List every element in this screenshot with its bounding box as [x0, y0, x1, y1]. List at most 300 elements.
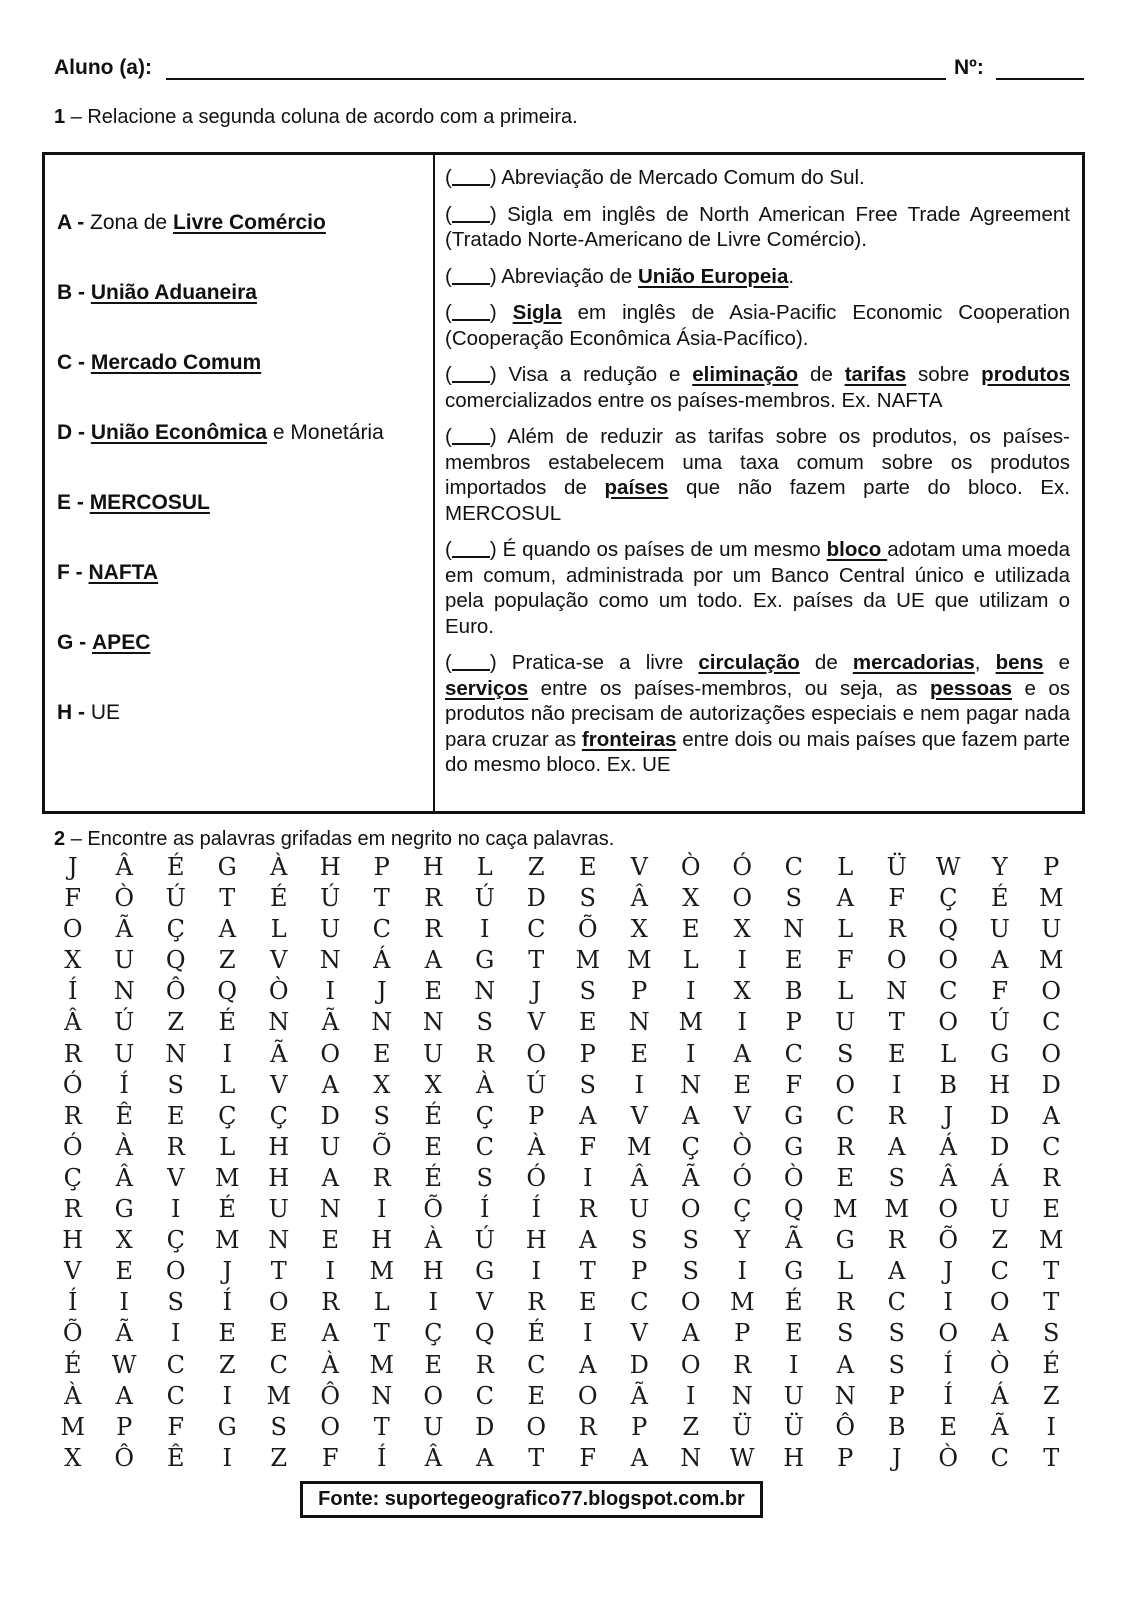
grid-letter[interactable]: M [626, 1132, 652, 1161]
grid-letter[interactable]: Y [991, 853, 1008, 881]
grid-letter[interactable]: D [990, 1101, 1010, 1130]
grid-letter[interactable]: P [888, 1381, 905, 1410]
grid-letter[interactable]: I [634, 1070, 644, 1099]
grid-letter[interactable]: G [475, 946, 495, 975]
grid-letter[interactable]: A [888, 1257, 906, 1286]
grid-letter[interactable]: Ú [526, 1070, 547, 1099]
grid-letter[interactable]: Í [943, 1350, 953, 1379]
grid-letter[interactable]: O [938, 1008, 959, 1037]
grid-letter[interactable]: P [631, 1412, 648, 1441]
grid-letter[interactable]: O [938, 1195, 959, 1224]
answer-blank[interactable] [452, 427, 490, 445]
grid-letter[interactable]: G [114, 1195, 134, 1224]
grid-letter[interactable]: N [371, 1008, 393, 1037]
grid-letter[interactable]: Ê [166, 1443, 185, 1472]
grid-letter[interactable]: I [222, 1381, 232, 1410]
grid-letter[interactable]: H [268, 1132, 290, 1161]
grid-letter[interactable]: T [1043, 1288, 1060, 1317]
grid-letter[interactable]: G [835, 1226, 855, 1255]
grid-letter[interactable]: I [428, 1288, 438, 1317]
grid-letter[interactable]: À [424, 1226, 442, 1255]
grid-letter[interactable]: E [372, 1039, 391, 1068]
grid-letter[interactable]: I [377, 1195, 387, 1224]
grid-letter[interactable]: O [938, 946, 959, 975]
grid-letter[interactable]: U [835, 1008, 856, 1037]
grid-letter[interactable]: É [424, 1163, 443, 1192]
grid-letter[interactable]: Ã [115, 915, 133, 944]
grid-letter[interactable]: Q [474, 1319, 495, 1348]
grid-letter[interactable]: E [1042, 1195, 1061, 1224]
grid-letter[interactable]: À [476, 1070, 494, 1099]
grid-letter[interactable]: R [887, 915, 906, 944]
grid-letter[interactable]: C [475, 1132, 494, 1161]
grid-letter[interactable]: É [1042, 1350, 1061, 1379]
answer-blank[interactable] [452, 540, 490, 558]
grid-letter[interactable]: Q [783, 1195, 804, 1224]
grid-letter[interactable]: D [320, 1101, 340, 1130]
grid-letter[interactable]: I [222, 1443, 232, 1472]
grid-letter[interactable]: M [369, 1350, 395, 1379]
grid-letter[interactable]: Ô [320, 1381, 341, 1410]
grid-letter[interactable]: I [789, 1350, 799, 1379]
grid-letter[interactable]: V [630, 1101, 648, 1130]
answer-blank[interactable] [452, 168, 490, 186]
grid-letter[interactable]: N [113, 977, 135, 1006]
grid-letter[interactable]: Ç [166, 1226, 185, 1255]
grid-letter[interactable]: L [837, 853, 854, 881]
grid-letter[interactable]: W [111, 1350, 137, 1379]
grid-letter[interactable]: Ç [733, 1195, 752, 1224]
grid-letter[interactable]: J [376, 977, 387, 1006]
grid-letter[interactable]: E [269, 1319, 288, 1348]
grid-letter[interactable]: H [319, 853, 341, 881]
grid-letter[interactable]: A [321, 1070, 339, 1099]
grid-letter[interactable]: T [373, 1319, 390, 1348]
grid-letter[interactable]: Ò [989, 1350, 1010, 1379]
grid-letter[interactable]: F [321, 1443, 339, 1472]
grid-letter[interactable]: O [423, 1381, 444, 1410]
grid-letter[interactable]: Ã [991, 1412, 1009, 1441]
grid-letter[interactable]: Â [115, 1163, 133, 1192]
grid-letter[interactable]: G [475, 1257, 495, 1286]
grid-letter[interactable]: R [63, 1195, 82, 1224]
grid-letter[interactable]: J [891, 1443, 902, 1472]
grid-letter[interactable]: M [1038, 884, 1064, 913]
grid-letter[interactable]: E [424, 1132, 443, 1161]
grid-letter[interactable]: L [940, 1039, 957, 1068]
grid-letter[interactable]: X [115, 1226, 133, 1255]
grid-letter[interactable]: A [115, 1381, 133, 1410]
grid-letter[interactable]: À [115, 1132, 133, 1161]
grid-letter[interactable]: É [424, 1101, 443, 1130]
grid-letter[interactable]: E [578, 1288, 597, 1317]
grid-letter[interactable]: D [990, 1132, 1010, 1161]
grid-letter[interactable]: U [989, 915, 1010, 944]
grid-letter[interactable]: O [938, 1319, 959, 1348]
grid-letter[interactable]: À [321, 1350, 339, 1379]
grid-letter[interactable]: R [424, 915, 443, 944]
grid-letter[interactable]: Í [531, 1195, 541, 1224]
grid-letter[interactable]: M [575, 946, 601, 975]
grid-letter[interactable]: O [680, 1195, 701, 1224]
grid-letter[interactable]: C [836, 1101, 855, 1130]
grid-letter[interactable]: Ã [115, 1319, 133, 1348]
grid-letter[interactable]: F [167, 1412, 185, 1441]
grid-letter[interactable]: A [321, 1163, 339, 1192]
grid-letter[interactable]: N [834, 1381, 856, 1410]
grid-letter[interactable]: E [578, 1008, 597, 1037]
grid-letter[interactable]: E [321, 1226, 340, 1255]
grid-letter[interactable]: É [990, 884, 1009, 913]
grid-letter[interactable]: S [270, 1412, 287, 1441]
grid-letter[interactable]: W [935, 853, 961, 881]
grid-letter[interactable]: S [837, 1319, 854, 1348]
grid-letter[interactable]: R [63, 1101, 82, 1130]
grid-letter[interactable]: Z [527, 853, 545, 881]
grid-letter[interactable]: Ü [783, 1412, 804, 1441]
grid-letter[interactable]: C [269, 1350, 288, 1379]
grid-letter[interactable]: Q [217, 977, 238, 1006]
grid-letter[interactable]: V [167, 1163, 185, 1192]
grid-letter[interactable]: C [372, 915, 391, 944]
grid-letter[interactable]: R [578, 1412, 597, 1441]
grid-letter[interactable]: A [733, 1039, 751, 1068]
grid-letter[interactable]: Ç [269, 1101, 288, 1130]
answer-blank[interactable] [452, 205, 490, 223]
grid-letter[interactable]: W [729, 1443, 755, 1472]
grid-letter[interactable]: S [682, 1257, 699, 1286]
grid-letter[interactable]: Ò [938, 1443, 959, 1472]
grid-letter[interactable]: T [579, 1257, 596, 1286]
grid-letter[interactable]: U [1041, 915, 1062, 944]
grid-letter[interactable]: Ô [114, 1443, 135, 1472]
grid-letter[interactable]: X [64, 1443, 82, 1472]
grid-letter[interactable]: D [475, 1412, 495, 1441]
grid-letter[interactable]: R [424, 884, 443, 913]
grid-letter[interactable]: J [67, 853, 78, 881]
grid-letter[interactable]: S [785, 884, 802, 913]
grid-letter[interactable]: O [320, 1039, 341, 1068]
grid-letter[interactable]: À [527, 1132, 545, 1161]
grid-letter[interactable]: P [631, 1257, 648, 1286]
grid-letter[interactable]: L [219, 1132, 236, 1161]
answer-blank[interactable] [452, 653, 490, 671]
grid-letter[interactable]: U [114, 946, 135, 975]
grid-letter[interactable]: É [218, 1195, 237, 1224]
grid-letter[interactable]: I [583, 1163, 593, 1192]
grid-letter[interactable]: N [319, 946, 341, 975]
grid-letter[interactable]: I [325, 1257, 335, 1286]
grid-letter[interactable]: P [373, 853, 390, 881]
grid-letter[interactable]: E [424, 1350, 443, 1379]
grid-letter[interactable]: É [784, 1288, 803, 1317]
grid-letter[interactable]: I [119, 1288, 129, 1317]
grid-letter[interactable]: C [887, 1288, 906, 1317]
grid-letter[interactable]: Ú [474, 1226, 495, 1255]
grid-letter[interactable]: À [270, 853, 288, 881]
grid-letter[interactable]: N [680, 1070, 702, 1099]
grid-letter[interactable]: Ã [321, 1008, 339, 1037]
grid-letter[interactable]: Ç [63, 1163, 82, 1192]
grid-letter[interactable]: H [989, 1070, 1011, 1099]
grid-letter[interactable]: E [784, 1319, 803, 1348]
grid-letter[interactable]: B [784, 977, 803, 1006]
grid-letter[interactable]: S [167, 1288, 184, 1317]
grid-letter[interactable]: Ò [783, 1163, 804, 1192]
grid-letter[interactable]: M [369, 1257, 395, 1286]
grid-letter[interactable]: A [579, 1101, 597, 1130]
grid-letter[interactable]: Q [938, 915, 959, 944]
grid-letter[interactable]: N [422, 1008, 444, 1037]
grid-letter[interactable]: R [372, 1163, 391, 1192]
grid-letter[interactable]: Â [939, 1163, 957, 1192]
grid-letter[interactable]: Ó [62, 1070, 83, 1099]
grid-letter[interactable]: T [373, 884, 390, 913]
grid-letter[interactable]: X [373, 1070, 391, 1099]
grid-letter[interactable]: O [886, 946, 907, 975]
grid-letter[interactable]: S [837, 1039, 854, 1068]
grid-letter[interactable]: V [630, 1319, 648, 1348]
grid-letter[interactable]: A [579, 1350, 597, 1379]
grid-letter[interactable]: Á [939, 1132, 957, 1161]
grid-letter[interactable]: Â [64, 1008, 82, 1037]
grid-letter[interactable]: Ú [989, 1008, 1010, 1037]
grid-letter[interactable]: Ç [939, 884, 958, 913]
grid-letter[interactable]: Z [682, 1412, 700, 1441]
grid-letter[interactable]: N [474, 977, 496, 1006]
grid-letter[interactable]: A [1042, 1101, 1060, 1130]
grid-letter[interactable]: L [476, 853, 493, 881]
grid-letter[interactable]: D [1041, 1070, 1061, 1099]
grid-letter[interactable]: I [1046, 1412, 1056, 1441]
grid-letter[interactable]: C [990, 1443, 1009, 1472]
grid-letter[interactable]: V [733, 1101, 751, 1130]
grid-letter[interactable]: Õ [423, 1195, 444, 1224]
grid-letter[interactable]: G [217, 853, 237, 881]
grid-letter[interactable]: E [218, 1319, 237, 1348]
grid-letter[interactable]: I [737, 1008, 747, 1037]
grid-letter[interactable]: É [527, 1319, 546, 1348]
grid-letter[interactable]: T [219, 884, 236, 913]
grid-letter[interactable]: Ú [165, 884, 186, 913]
student-number-field[interactable] [996, 78, 1084, 80]
grid-letter[interactable]: Õ [62, 1319, 83, 1348]
grid-letter[interactable]: N [731, 1381, 753, 1410]
grid-letter[interactable]: E [887, 1039, 906, 1068]
grid-letter[interactable]: D [526, 884, 546, 913]
grid-letter[interactable]: L [837, 1257, 854, 1286]
grid-letter[interactable]: Ó [62, 1132, 83, 1161]
grid-letter[interactable]: U [320, 915, 341, 944]
grid-letter[interactable]: Ó [526, 1163, 547, 1192]
grid-letter[interactable]: E [527, 1381, 546, 1410]
grid-letter[interactable]: D [629, 1350, 649, 1379]
grid-letter[interactable]: Õ [577, 915, 598, 944]
grid-letter[interactable]: Z [167, 1008, 185, 1037]
grid-letter[interactable]: N [886, 977, 908, 1006]
grid-letter[interactable]: R [887, 1101, 906, 1130]
grid-letter[interactable]: A [836, 884, 854, 913]
grid-letter[interactable]: Ê [115, 1101, 134, 1130]
grid-letter[interactable]: G [784, 1257, 804, 1286]
grid-letter[interactable]: M [1038, 1226, 1064, 1255]
grid-letter[interactable]: P [785, 1008, 802, 1037]
grid-letter[interactable]: S [579, 977, 596, 1006]
grid-letter[interactable]: E [733, 1070, 752, 1099]
grid-letter[interactable]: V [527, 1008, 545, 1037]
grid-letter[interactable]: S [579, 1070, 596, 1099]
grid-letter[interactable]: S [682, 1226, 699, 1255]
grid-letter[interactable]: O [835, 1070, 856, 1099]
grid-letter[interactable]: P [116, 1412, 133, 1441]
grid-letter[interactable]: A [836, 1350, 854, 1379]
grid-letter[interactable]: Ô [835, 1412, 856, 1441]
grid-letter[interactable]: I [325, 977, 335, 1006]
grid-letter[interactable]: O [320, 1412, 341, 1441]
grid-letter[interactable]: M [884, 1195, 910, 1224]
grid-letter[interactable]: L [373, 1288, 390, 1317]
grid-letter[interactable]: L [682, 946, 699, 975]
grid-letter[interactable]: H [422, 1257, 444, 1286]
grid-letter[interactable]: Ú [114, 1008, 135, 1037]
grid-letter[interactable]: A [630, 1443, 648, 1472]
grid-letter[interactable]: Õ [938, 1226, 959, 1255]
grid-letter[interactable]: B [887, 1412, 906, 1441]
grid-letter[interactable]: X [682, 884, 700, 913]
grid-letter[interactable]: O [732, 884, 753, 913]
grid-letter[interactable]: Í [68, 1288, 78, 1317]
grid-letter[interactable]: O [577, 1381, 598, 1410]
grid-letter[interactable]: M [832, 1195, 858, 1224]
grid-letter[interactable]: A [888, 1132, 906, 1161]
grid-letter[interactable]: Á [991, 1163, 1009, 1192]
grid-letter[interactable]: T [1043, 1443, 1060, 1472]
grid-letter[interactable]: C [784, 1039, 803, 1068]
grid-letter[interactable]: E [681, 915, 700, 944]
grid-letter[interactable]: P [528, 1101, 545, 1130]
grid-letter[interactable]: S [579, 884, 596, 913]
grid-letter[interactable]: S [1043, 1319, 1060, 1348]
grid-letter[interactable]: C [475, 1381, 494, 1410]
grid-letter[interactable]: Z [218, 1350, 236, 1379]
grid-letter[interactable]: N [319, 1195, 341, 1224]
grid-letter[interactable]: Ò [268, 977, 289, 1006]
grid-letter[interactable]: N [783, 915, 805, 944]
grid-letter[interactable]: F [836, 946, 854, 975]
grid-letter[interactable]: M [626, 946, 652, 975]
grid-letter[interactable]: N [628, 1008, 650, 1037]
grid-letter[interactable]: Â [630, 884, 648, 913]
grid-letter[interactable]: R [578, 1195, 597, 1224]
grid-letter[interactable]: I [892, 1070, 902, 1099]
grid-letter[interactable]: Ó [732, 1163, 753, 1192]
grid-letter[interactable]: U [423, 1412, 444, 1441]
grid-letter[interactable]: R [733, 1350, 752, 1379]
grid-letter[interactable]: L [270, 915, 287, 944]
grid-letter[interactable]: Á [373, 946, 391, 975]
grid-letter[interactable]: X [64, 946, 82, 975]
grid-letter[interactable]: Õ [371, 1132, 392, 1161]
grid-letter[interactable]: Ô [165, 977, 186, 1006]
grid-letter[interactable]: I [943, 1288, 953, 1317]
grid-letter[interactable]: U [989, 1195, 1010, 1224]
grid-letter[interactable]: P [1043, 853, 1060, 881]
grid-letter[interactable]: C [1042, 1132, 1061, 1161]
grid-letter[interactable]: A [682, 1319, 700, 1348]
grid-letter[interactable]: C [784, 853, 803, 881]
grid-letter[interactable]: V [630, 853, 648, 881]
grid-letter[interactable]: Ü [886, 853, 907, 881]
grid-letter[interactable]: Ç [475, 1101, 494, 1130]
grid-letter[interactable]: T [270, 1257, 287, 1286]
grid-letter[interactable]: G [217, 1412, 237, 1441]
grid-letter[interactable]: S [476, 1008, 493, 1037]
grid-letter[interactable]: M [266, 1381, 292, 1410]
grid-letter[interactable]: N [680, 1443, 702, 1472]
grid-letter[interactable]: J [943, 1101, 954, 1130]
grid-letter[interactable]: F [579, 1443, 597, 1472]
grid-letter[interactable]: I [171, 1195, 181, 1224]
grid-letter[interactable]: N [371, 1381, 393, 1410]
grid-letter[interactable]: I [531, 1257, 541, 1286]
grid-letter[interactable]: M [678, 1008, 704, 1037]
grid-letter[interactable]: L [837, 915, 854, 944]
grid-letter[interactable]: F [579, 1132, 597, 1161]
grid-letter[interactable]: Ò [114, 884, 135, 913]
grid-letter[interactable]: R [63, 1039, 82, 1068]
student-name-field[interactable] [166, 78, 946, 80]
grid-letter[interactable]: Í [119, 1070, 129, 1099]
grid-letter[interactable]: B [939, 1070, 958, 1099]
grid-letter[interactable]: I [686, 1039, 696, 1068]
grid-letter[interactable]: R [475, 1350, 494, 1379]
grid-letter[interactable]: Â [630, 1163, 648, 1192]
grid-letter[interactable]: I [737, 946, 747, 975]
grid-letter[interactable]: P [579, 1039, 596, 1068]
grid-letter[interactable]: Ç [681, 1132, 700, 1161]
grid-letter[interactable]: G [784, 1101, 804, 1130]
grid-letter[interactable]: É [218, 1008, 237, 1037]
grid-letter[interactable]: M [729, 1288, 755, 1317]
grid-letter[interactable]: I [583, 1319, 593, 1348]
answer-blank[interactable] [452, 267, 490, 285]
grid-letter[interactable]: S [373, 1101, 390, 1130]
grid-letter[interactable]: U [268, 1195, 289, 1224]
grid-letter[interactable]: P [734, 1319, 751, 1348]
grid-letter[interactable]: Ò [732, 1132, 753, 1161]
grid-letter[interactable]: V [476, 1288, 494, 1317]
grid-letter[interactable]: X [424, 1070, 442, 1099]
grid-letter[interactable]: P [631, 977, 648, 1006]
grid-letter[interactable]: Í [222, 1288, 232, 1317]
grid-letter[interactable]: Ó [732, 853, 753, 881]
grid-letter[interactable]: X [733, 977, 751, 1006]
grid-letter[interactable]: É [166, 853, 185, 881]
grid-letter[interactable]: T [528, 1443, 545, 1472]
grid-letter[interactable]: M [1038, 946, 1064, 975]
grid-letter[interactable]: Â [424, 1443, 442, 1472]
grid-letter[interactable]: A [682, 1101, 700, 1130]
grid-letter[interactable]: Z [1042, 1381, 1060, 1410]
grid-letter[interactable]: O [268, 1288, 289, 1317]
grid-letter[interactable]: U [423, 1039, 444, 1068]
grid-letter[interactable]: O [680, 1288, 701, 1317]
grid-letter[interactable]: Z [270, 1443, 288, 1472]
grid-letter[interactable]: Y [734, 1226, 751, 1255]
grid-letter[interactable]: Q [165, 946, 186, 975]
grid-letter[interactable]: Ú [320, 884, 341, 913]
grid-letter[interactable]: Í [68, 977, 78, 1006]
